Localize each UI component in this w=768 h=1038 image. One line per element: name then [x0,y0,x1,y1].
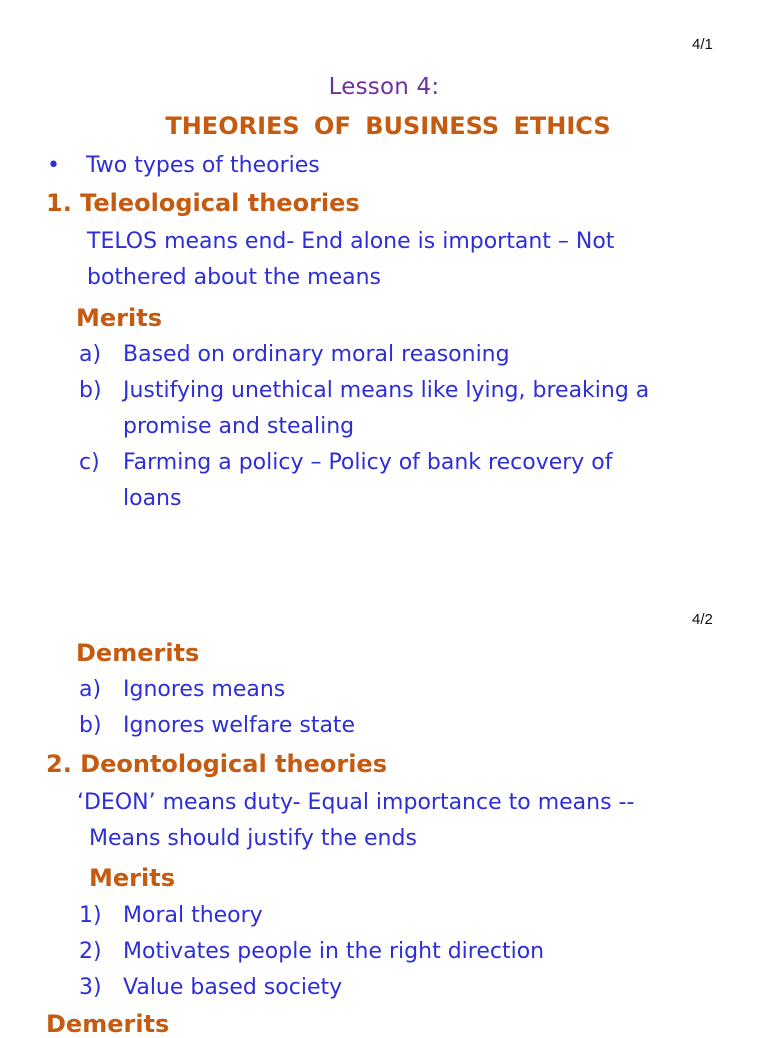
merit-marker: 3) [79,975,102,1000]
lesson-label: Lesson 4: [328,74,440,100]
merit-text-cont: promise and stealing [123,414,355,439]
bullet-marker: • [47,153,60,178]
demerits-heading-1: Demerits [76,639,200,667]
demerit-marker: a) [79,677,102,702]
merit-marker: a) [79,342,102,367]
merit-marker: 1) [79,903,102,928]
merit-marker: b) [79,378,102,403]
merit-text: Farming a policy – Policy of bank recovery of [123,450,613,475]
merit-text: Moral theory [123,903,263,928]
page-number-2: 4/2 [692,611,713,628]
deon-desc-line2: Means should justify the ends [89,826,417,851]
page-title: THEORIES OF BUSINESS ETHICS [165,112,611,140]
telos-desc-line1: TELOS means end- End alone is important – Not [87,229,615,254]
merit-text: Justifying unethical means like lying, breaking a [123,378,650,403]
telos-desc-line2: bothered about the means [87,265,382,290]
merit-marker: c) [79,450,100,475]
merit-text: Value based society [123,975,343,1000]
merit-text-cont: loans [123,486,182,511]
demerit-text: Ignores means [123,677,286,702]
merit-marker: 2) [79,939,102,964]
demerits-heading-2: Demerits [46,1010,170,1038]
demerit-text: Ignores welfare state [123,713,356,738]
merits-heading-2: Merits [89,864,175,892]
heading-deontological: 2. Deontological theories [46,750,387,778]
bullet-text: Two types of theories [86,153,320,178]
heading-teleological: 1. Teleological theories [46,189,360,217]
deon-desc-line1: ‘DEON’ means duty- Equal importance to means -- [77,790,635,815]
merits-heading-1: Merits [76,304,162,332]
page-number-1: 4/1 [692,36,713,53]
demerit-marker: b) [79,713,102,738]
merit-text: Motivates people in the right direction [123,939,545,964]
merit-text: Based on ordinary moral reasoning [123,342,510,367]
